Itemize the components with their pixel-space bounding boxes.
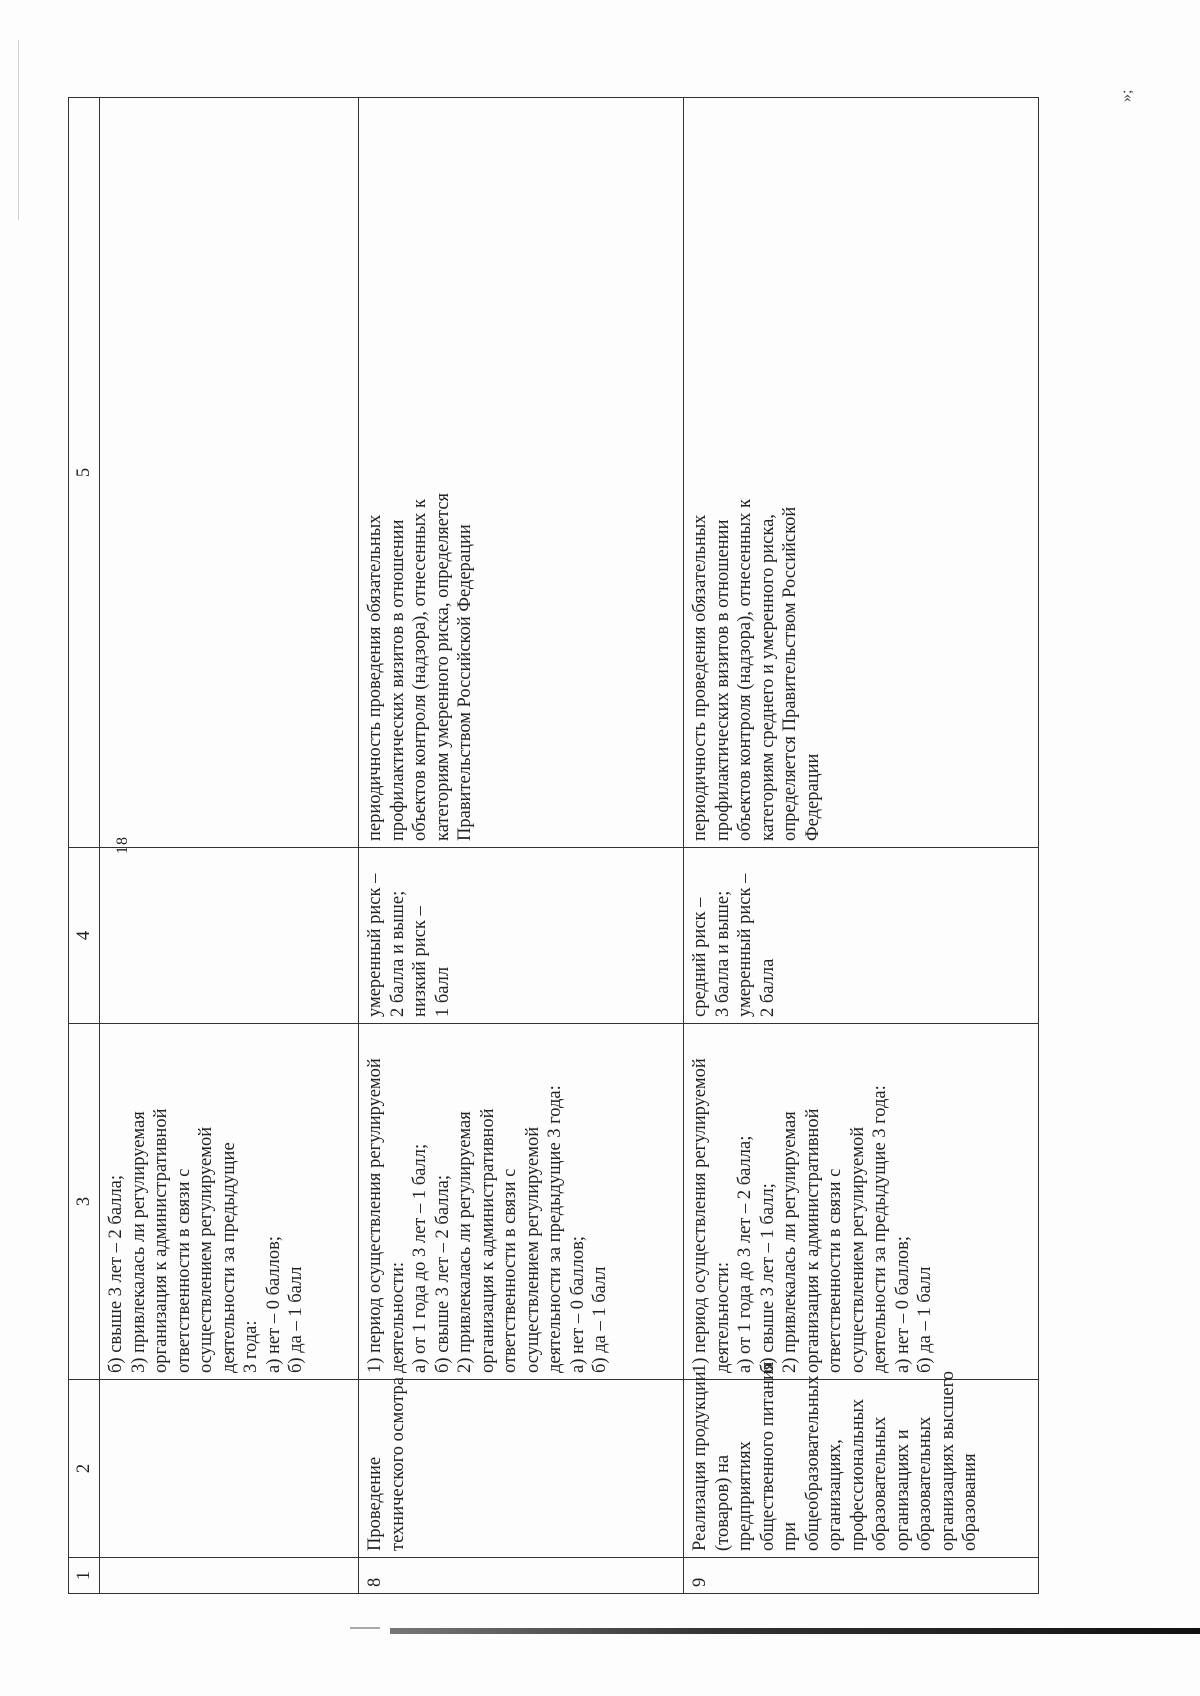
criteria-cell	[359, 1024, 684, 1380]
cell-text-line: образования	[960, 1453, 980, 1551]
cell-text-line: ответственности в связи с	[173, 1168, 194, 1373]
page-number: 18	[114, 836, 131, 854]
criteria-cell	[100, 1024, 359, 1380]
header-col-4: 4	[69, 848, 100, 1024]
cell-text-line: средний риск –	[690, 897, 710, 1017]
cell-text-line: объектов контроля (надзора), отнесенных к	[410, 499, 430, 841]
cell-text-line: общеобразовательных	[802, 1375, 823, 1551]
header-col-5: 5	[69, 98, 100, 848]
cell-text-line: 2) привлекалась ли регулируемая	[455, 1111, 475, 1373]
activity-cell	[100, 1380, 359, 1558]
cell-text-line: 2 балла и выше;	[387, 890, 408, 1017]
header-col-1: 1	[69, 1558, 100, 1594]
cell-text-line: осуществлением регулируемой	[847, 1126, 868, 1373]
cell-text-line: деятельности за предыдущие 3 года:	[870, 1085, 890, 1373]
cell-text-line: а) от 1 года до 3 лет – 1 балл;	[410, 1143, 430, 1373]
cell-text-line: б) да – 1 балл	[915, 1266, 935, 1373]
cell-text-line: б) свыше 3 лет – 1 балл;	[757, 1183, 778, 1373]
cell-text-line: осуществлением регулируемой	[522, 1126, 543, 1373]
cell-text-line: умеренный риск –	[365, 873, 385, 1017]
cell-text-line: организация к административной	[151, 1108, 171, 1373]
cell-text-line: технического осмотра	[387, 1377, 408, 1551]
risk-cell	[100, 848, 359, 1024]
cell-text-line: образовательных	[870, 1416, 890, 1551]
cell-text-line: низкий риск –	[410, 906, 430, 1017]
cell-text-line: 3 года:	[241, 1320, 261, 1373]
cell-text-line: деятельности:	[387, 1261, 408, 1373]
cell-text-line: 1) период осуществления регулируемой	[365, 1058, 385, 1373]
cell-text-line: профилактических визитов в отношении	[387, 519, 408, 841]
cell-text-line: при	[780, 1521, 800, 1551]
cell-text-line: 1 балл	[432, 966, 453, 1017]
cell-text-line: а) от 1 года до 3 лет – 2 балла;	[735, 1135, 755, 1373]
row-number-cell: 9	[684, 1558, 1039, 1594]
criteria-cell	[684, 1024, 1039, 1380]
cell-text-line: ответственности в связи с	[825, 1168, 845, 1373]
cell-text-line: организациях,	[825, 1439, 845, 1551]
cell-text-line: (товаров) на	[712, 1454, 733, 1551]
cell-text-line: Федерации	[802, 753, 823, 841]
cell-text-line: периодичность проведения обязательных	[690, 514, 710, 841]
activity-cell	[359, 1377, 684, 1558]
cell-text-line: деятельности за предыдущие	[218, 1142, 239, 1373]
cell-text-line: 3) привлекалась ли регулируемая	[128, 1111, 149, 1373]
cell-text-line: профилактических визитов в отношении	[712, 519, 733, 841]
periodicity-cell	[359, 98, 684, 848]
scan-edge-mark	[350, 1627, 380, 1629]
cell-text-line: Реализация продукции	[690, 1371, 710, 1551]
cell-text-line: деятельности:	[712, 1261, 733, 1373]
cell-text-line: образовательных	[915, 1416, 935, 1551]
rotated-landscape-content	[68, 89, 1188, 1594]
cell-text-line: умеренный риск –	[735, 873, 755, 1017]
cell-text-line: категориям умеренного риска, определяется	[432, 492, 453, 841]
cell-text-line: б) свыше 3 лет – 2 балла;	[106, 1174, 126, 1373]
cell-text-line: категориям среднего и умеренного риска,	[757, 514, 778, 841]
periodicity-cell	[100, 98, 359, 848]
cell-text-line: предприятиях	[735, 1441, 755, 1551]
cell-text-line: организация к административной	[802, 1108, 823, 1373]
cell-text-line: профессиональных	[847, 1398, 868, 1551]
table-row	[684, 98, 1039, 1594]
cell-text-line: а) нет – 0 баллов;	[263, 1236, 284, 1373]
cell-text-line: б) да – 1 балл	[590, 1266, 610, 1373]
activity-cell	[684, 1361, 1039, 1558]
cell-text-line: 1) период осуществления регулируемой	[690, 1058, 710, 1373]
cell-text-line: Проведение	[365, 1456, 385, 1551]
table-row	[100, 98, 359, 1594]
risk-cell	[684, 848, 1039, 1024]
cell-text-line: б) свыше 3 лет – 2 балла;	[432, 1174, 453, 1373]
cell-text-line: периодичность проведения обязательных	[365, 514, 385, 841]
row-number-cell: 8	[359, 1558, 684, 1594]
cell-text-line: а) нет – 0 баллов;	[892, 1236, 913, 1373]
cell-text-line: объектов контроля (надзора), отнесенных к	[735, 499, 755, 841]
table-row	[359, 98, 684, 1594]
corner-mark: »;	[1118, 89, 1135, 102]
cell-text-line: организациях и	[892, 1429, 913, 1551]
cell-text-line: деятельности за предыдущие 3 года:	[545, 1085, 565, 1373]
cell-text-line: 2 балла	[757, 958, 778, 1017]
cell-text-line: ответственности в связи с	[500, 1168, 520, 1373]
header-col-2: 2	[69, 1380, 100, 1558]
periodicity-cell	[684, 98, 1039, 848]
cell-text-line: организациях высшего	[937, 1370, 958, 1551]
header-col-3: 3	[69, 1024, 100, 1380]
row-number-cell	[100, 1558, 359, 1594]
cell-text-line: Правительством Российской Федерации	[455, 524, 475, 841]
cell-text-line: осуществлением регулируемой	[196, 1126, 216, 1373]
scan-margin-mark	[18, 40, 19, 220]
table-header-row	[69, 98, 100, 1594]
risk-cell	[359, 848, 684, 1024]
cell-text-line: б) да – 1 балл	[286, 1266, 306, 1373]
risk-criteria-table	[68, 97, 1039, 1594]
cell-text-line: организация к административной	[477, 1108, 498, 1373]
cell-text-line: определяется Правительством Российской	[780, 506, 800, 841]
cell-text-line: общественного питания	[757, 1361, 778, 1551]
cell-text-line: а) нет – 0 баллов;	[567, 1236, 588, 1373]
cell-text-line: 2) привлекалась ли регулируемая	[780, 1111, 800, 1373]
cell-text-line: 3 балла и выше;	[712, 890, 733, 1017]
scan-edge-bar	[390, 1628, 1200, 1634]
